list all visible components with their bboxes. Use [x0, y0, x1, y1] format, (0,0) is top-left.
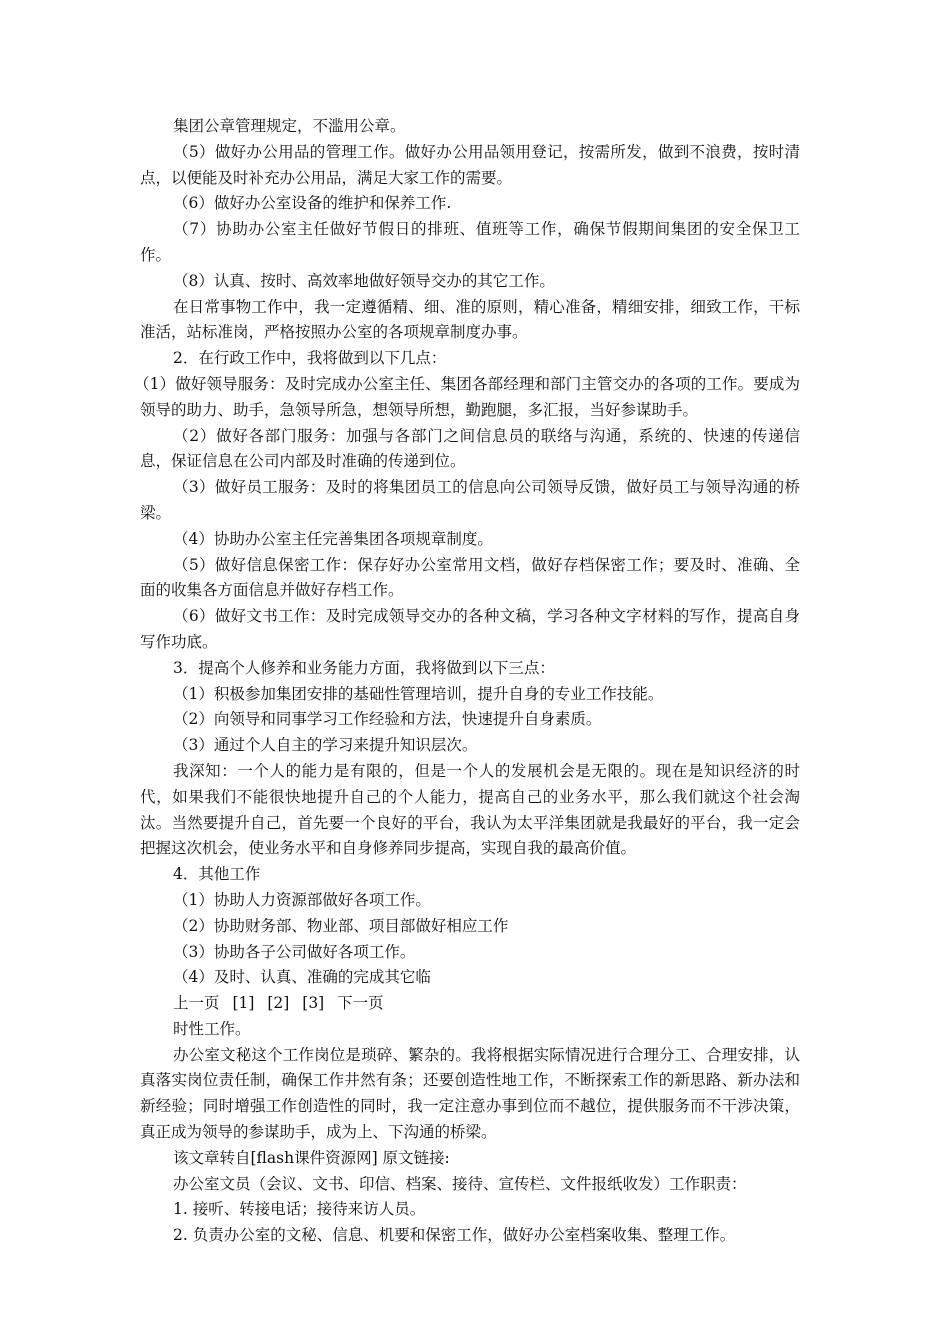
paragraph: 时性工作。 [173, 1019, 251, 1038]
page-link-2[interactable]: [2] [267, 994, 290, 1013]
paragraph: （1）积极参加集团安排的基础性管理培训，提升自身的专业工作技能。 [173, 684, 664, 703]
paragraph: （1）做好领导服务：及时完成办公室主任、集团各部经理和部门主管交办的各项的工作。要成为领导的助力、助手，急领导所急，想领导所想，勤跑腿，多汇报，当好参谋助手。 [134, 374, 800, 419]
prev-page-link[interactable]: 上一页 [173, 994, 220, 1013]
document-body [134, 114, 800, 991]
paragraph: （7）协助办公室主任做好节假日的排班、值班等工作，确保节假期间集团的安全保卫工作。 [140, 220, 800, 264]
paragraph: （2）向领导和同事学习工作经验和方法，快速提升自身素质。 [173, 710, 602, 729]
paragraph: （5）做好信息保密工作：保存好办公室常用文档，做好存档保密工作；要及时、准确、全面的收集各方面信息并做好存档工作。 [140, 555, 800, 600]
paragraph: （6）做好办公室设备的维护和保养工作. [173, 194, 452, 213]
paragraph: （5）做好办公用品的管理工作。做好办公用品领用登记，按需所发，做到不浪费，按时清点，以便能及时补充办公用品，满足大家工作的需要。 [140, 142, 800, 187]
paragraph: （1）协助人力资源部做好各项工作。 [173, 890, 431, 909]
paragraph: （3）协助各子公司做好各项工作。 [173, 942, 416, 961]
paragraph: （4）协助办公室主任完善集团各项规章制度。 [173, 529, 493, 548]
paragraph: 2. 负责办公室的文秘、信息、机要和保密工作，做好办公室档案收集、整理工作。 [173, 1226, 736, 1245]
paragraph: （3）做好员工服务：及时的将集团员工的信息向公司领导反馈，做好员工与领导沟通的桥梁。 [140, 478, 800, 522]
paragraph: （2）做好各部门服务：加强与各部门之间信息员的联络与沟通，系统的、快速的传递信息，保证信息在公司内部及时准确的传递到位。 [140, 426, 800, 471]
page-link-1[interactable]: [1] [232, 994, 255, 1013]
paragraph: 办公室文员（会议、文书、印信、档案、接待、宣传栏、文件报纸收发）工作职责： [173, 1174, 747, 1193]
next-page-link[interactable]: 下一页 [337, 994, 384, 1013]
paragraph: 该文章转自[flash课件资源网] 原文链接: [173, 1148, 450, 1167]
paragraph: （3）通过个人自主的学习来提升知识层次。 [173, 736, 478, 755]
paragraph: 3．提高个人修养和业务能力方面，我将做到以下三点： [173, 658, 555, 677]
paragraph: 4．其他工作 [173, 865, 261, 884]
pagination [140, 991, 800, 1017]
paragraph: 集团公章管理规定，不滥用公章。 [173, 117, 406, 135]
paragraph: 2．在行政工作中，我将做到以下几点： [173, 349, 447, 368]
paragraph: （2）协助财务部、物业部、项目部做好相应工作 [173, 916, 509, 935]
paragraph: （4）及时、认真、准确的完成其它临 [173, 968, 431, 987]
paragraph: （8）认真、按时、高效率地做好领导交办的其它工作。 [173, 271, 555, 290]
paragraph: （6）做好文书工作：及时完成领导交办的各种文稿，学习各种文字材料的写作，提高自身写作功底。 [140, 607, 800, 651]
page-link-3[interactable]: [3] [302, 994, 325, 1013]
paragraph: 办公室文秘这个工作岗位是琐碎、繁杂的。我将根据实际情况进行合理分工、合理安排，认真落实岗位责任制，确保工作井然有条；还要创造性地工作，不断探索工作的新思路、新办法和新经验；同时增强工作创造性的同时，我一定注意办事到位而不越位，提供服务而不干涉决策，真正成为领导的参谋助手，成为上、下沟通的桥梁。 [140, 1045, 800, 1142]
paragraph: 在日常事物工作中，我一定遵循精、细、准的原则，精心准备，精细安排，细致工作，干标准活，站标准岗，严格按照办公室的各项规章制度办事。 [140, 297, 800, 342]
paragraph: 我深知：一个人的能力是有限的，但是一个人的发展机会是无限的。现在是知识经济的时代，如果我们不能很快地提升自己的个人能力，提高自己的业务水平，那么我们就这个社会淘汰。当然要提升自己，首先要一个良好的平台，我认为太平洋集团就是我最好的平台，我一定会把握这次机会，使业务水平和自身修养同步提高，实现自我的最高价值。 [140, 761, 800, 858]
paragraph: 1. 接听、转接电话；接待来访人员。 [173, 1200, 426, 1219]
document-body-continued [140, 1017, 800, 1249]
